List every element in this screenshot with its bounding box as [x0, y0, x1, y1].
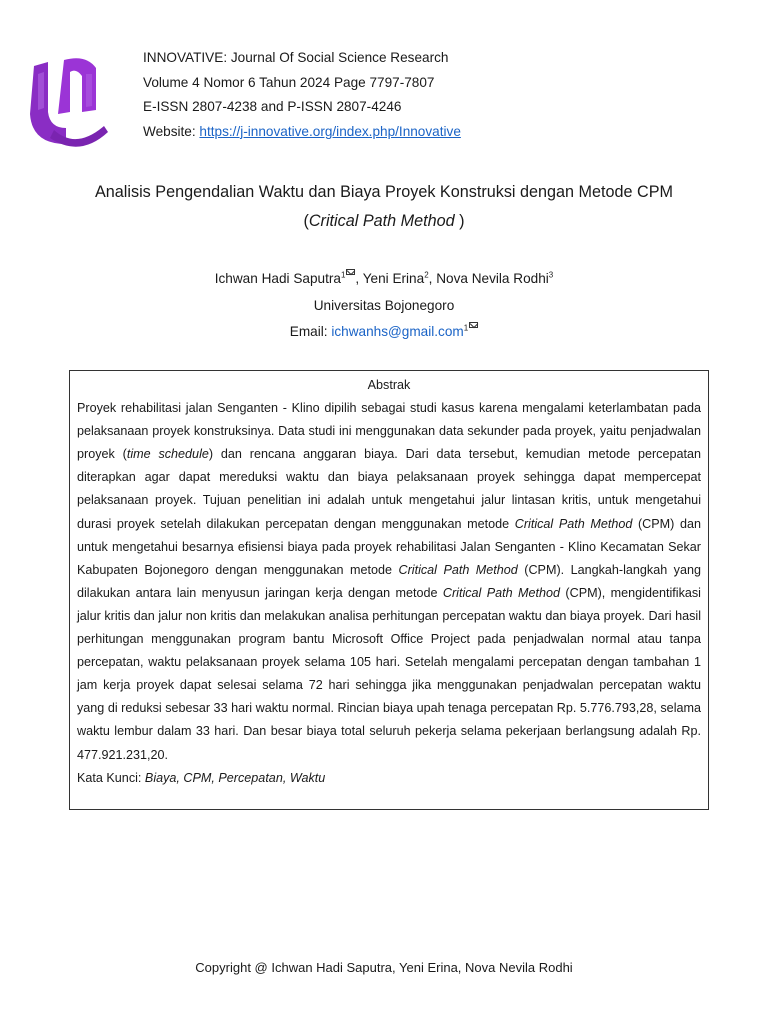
author-3: Nova Nevila Rodhi	[436, 271, 549, 286]
abstract-heading: Abstrak	[367, 378, 411, 392]
author-1-sup: 1	[340, 270, 346, 280]
abstract-body	[77, 397, 701, 767]
affiliation: Universitas Bojonegoro	[313, 297, 455, 313]
envelope-icon	[346, 269, 355, 275]
email-link[interactable]: ichwanhs@gmail.com	[331, 324, 464, 339]
copyright-footer: Copyright @ Ichwan Hadi Saputra, Yeni Erina, Nova Nevila Rodhi	[195, 960, 573, 975]
author-sep-2: ,	[428, 271, 437, 286]
journal-header	[143, 46, 461, 144]
website-link[interactable]: https://j-innovative.org/index.php/Innovative	[199, 123, 461, 139]
title-line-2	[0, 207, 768, 236]
journal-volume: Volume 4 Nomor 6 Tahun 2024 Page 7797-7807	[143, 74, 435, 90]
website-label: Website:	[143, 123, 200, 139]
abstract-text-2: ) dan rencana anggaran biaya. Dari data tersebut, kemudian metode percepatan diterapkan agar dapat mereduksi waktu dan biaya pelaksanaan proyek sehingga dapat mempercepat pelaksanaan proyek. Tujuan penelitian ini adalah untuk mengetahui jalur lintasan kritis, untuk mengetahui durasi proyek setelah dilakukan percepatan dengan menggunakan metode	[77, 447, 701, 531]
abstract-box	[69, 370, 709, 810]
author-3-sup: 3	[548, 270, 554, 280]
author-2-sup: 2	[424, 270, 429, 280]
author-1: Ichwan Hadi Saputra	[214, 271, 341, 286]
journal-issn: E-ISSN 2807-4238 and P-ISSN 2807-4246	[143, 99, 402, 114]
author-block	[0, 266, 768, 346]
envelope-icon	[469, 322, 478, 328]
keywords	[77, 767, 701, 790]
title-line-1: Analisis Pengendalian Waktu dan Biaya Proyek Konstruksi dengan Metode CPM	[95, 183, 673, 201]
abstract-italic-4: Critical Path Method	[442, 585, 561, 600]
author-sep-1: ,	[355, 271, 363, 286]
abstract-italic-2: Critical Path Method	[514, 516, 633, 531]
innovative-logo-icon	[24, 52, 112, 152]
email-label: Email:	[289, 324, 332, 339]
journal-name: INNOVATIVE: Journal Of Social Science Research	[143, 50, 449, 65]
abstract-text-4: (CPM). Langkah-langkah yang dilakukan antara lain menyusun jaringan kerja dengan metode	[77, 562, 701, 600]
journal-logo	[24, 52, 112, 152]
author-list	[0, 266, 768, 293]
paper-title	[0, 178, 768, 236]
title-close-paren: )	[454, 212, 465, 230]
email-sup: 1	[463, 323, 469, 333]
abstract-italic-1: time schedule	[126, 447, 209, 462]
abstract-text-3: (CPM) dan untuk mengetahui besarnya efisiensi biaya pada proyek rehabilitasi Jalan Senganten - Klino Kecamatan Sekar Kabupaten Bojonegoro dengan menggunakan metode	[77, 516, 701, 577]
keywords-label: Kata Kunci:	[77, 770, 145, 785]
title-italic: Critical Path Method	[308, 212, 455, 230]
abstract-text-5: (CPM), mengidentifikasi jalur kritis dan jalur non kritis dan melakukan analisa perhitungan percepatan waktu dan biaya proyek. Dari hasil perhitungan menggunakan program bantu Microsoft Office Project pada penjadwalan normal atau tanpa percepatan, waktu pelaksanaan proyek selama 105 hari. Setelah mengalami percepatan dengan tambahan 1 jam kerja proyek dapat selesai selama 72 hari sehingga jika menggunakan penjadwalan percepatan waktu yang di reduksi sebesar 33 hari waktu normal. Rincian biaya upah tenaga percepatan Rp. 5.776.793,28, selama waktu lembur dalam 33 hari. Dan besar biaya total seluruh pekerja selama pekerjaan berlangsung adalah Rp. 477.921.231,20.	[77, 585, 701, 762]
title-open-paren: (	[303, 212, 309, 230]
email-line	[0, 319, 768, 346]
abstract-italic-3: Critical Path Method	[398, 562, 518, 577]
author-2: Yeni Erina	[362, 271, 425, 286]
journal-website	[143, 120, 461, 145]
keywords-list: Biaya, CPM, Percepatan, Waktu	[144, 770, 326, 785]
abstract-text-1: Proyek rehabilitasi jalan Senganten - Klino dipilih sebagai studi kasus karena mengalami keterlambatan pada pelaksanaan proyek konstruksinya. Data studi ini menggunakan data sekunder pada proyek, yaitu penjadwalan proyek (	[77, 401, 701, 462]
